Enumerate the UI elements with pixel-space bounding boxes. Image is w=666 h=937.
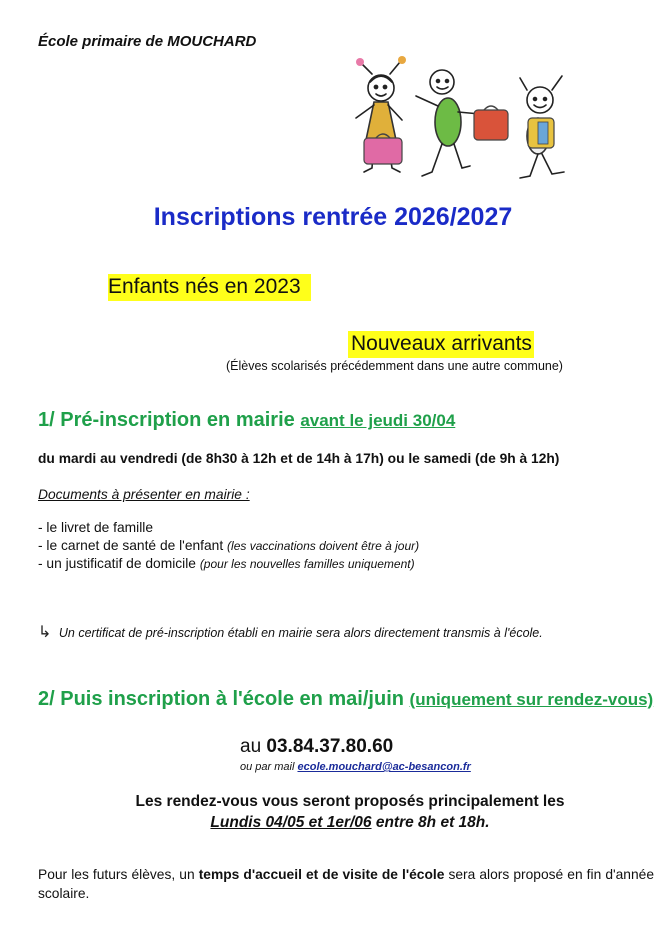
children-with-schoolbags-illustration (352, 50, 574, 190)
phone-prefix: au (240, 736, 262, 757)
appointment-time: entre 8h et 18h. (375, 814, 490, 831)
phone-number[interactable]: 03.84.37.80.60 (266, 736, 394, 757)
section1-heading (38, 409, 455, 432)
document-item (38, 519, 419, 537)
phone-line (240, 736, 393, 758)
page-title: Inscriptions rentrée 2026/2027 (153, 203, 513, 231)
document-item-note: (pour les nouvelles familles uniquement) (199, 557, 415, 571)
appointment-info (0, 791, 666, 833)
section2-title: 2/ Puis inscription à l'école en mai/juin (38, 688, 404, 710)
welcome-intro: Pour les futurs élèves, un (38, 867, 195, 882)
section2-appointment-only: (uniquement sur rendez-vous) (409, 690, 654, 709)
welcome-outro: sera alors proposé en fin d'année scolaire. (38, 867, 654, 901)
section2-heading (38, 687, 656, 712)
born-year-highlight: Enfants nés en 2023 (108, 274, 311, 301)
section1-deadline: avant le jeudi 30/04 (300, 411, 456, 430)
document-item-text: - le carnet de santé de l'enfant (38, 538, 224, 553)
email-link[interactable]: ecole.mouchard@ac-besancon.fr (297, 761, 471, 773)
arrow-down-right-icon: ↳ (38, 624, 52, 641)
mail-line (240, 761, 471, 773)
document-item-text: - le livret de famille (38, 520, 154, 535)
document-item (38, 555, 419, 573)
welcome-visit-note (38, 865, 654, 903)
school-name: École primaire de MOUCHARD (38, 33, 257, 50)
section1-title: 1/ Pré-inscription en mairie (38, 409, 295, 431)
document-item (38, 537, 419, 555)
mairie-hours: du mardi au vendredi (de 8h30 à 12h et de 14h à 17h) ou le samedi (de 9h à 12h) (38, 451, 560, 466)
new-arrivals-highlight: Nouveaux arrivants (348, 331, 534, 358)
mail-prefix: ou par mail (240, 761, 295, 773)
certificate-text: Un certificat de pré-inscription établi en mairie sera alors directement transmis à l'école. (58, 626, 543, 640)
appointment-days: Lundis 04/05 et 1er/06 (210, 814, 372, 831)
documents-heading: Documents à présenter en mairie : (38, 487, 250, 502)
documents-list (38, 519, 419, 573)
new-arrivals-note: (Élèves scolarisés précédemment dans une autre commune) (226, 359, 563, 373)
welcome-highlight: temps d'accueil et de visite de l'école (198, 867, 445, 882)
document-item-text: - un justificatif de domicile (38, 556, 196, 571)
document-item-note: (les vaccinations doivent être à jour) (227, 539, 420, 553)
certificate-note (38, 622, 543, 642)
appointment-dates (0, 812, 666, 833)
appointment-line: Les rendez-vous vous seront proposés principalement les (135, 793, 565, 810)
